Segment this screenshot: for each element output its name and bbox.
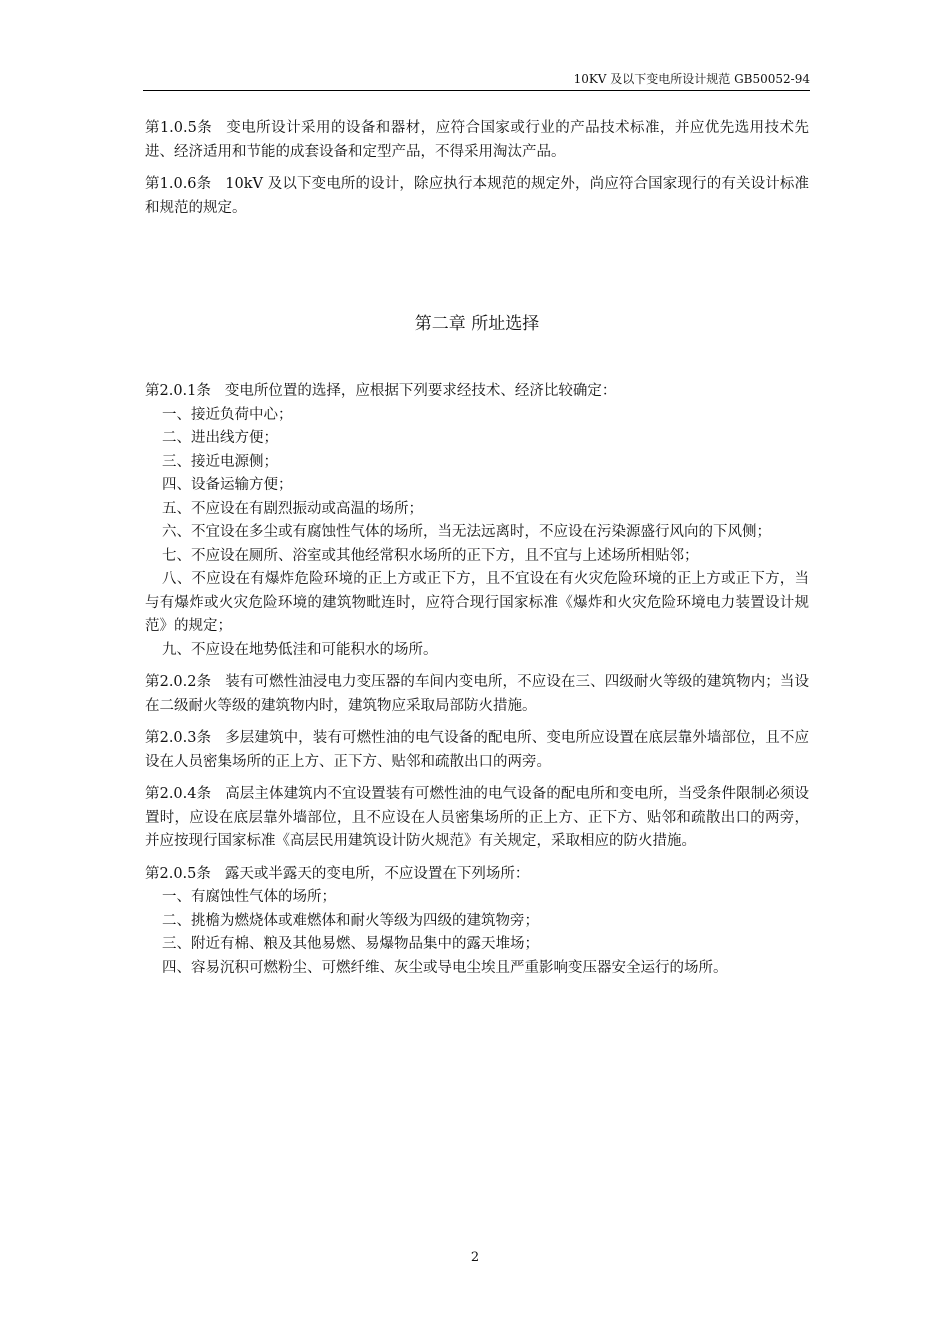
document-body	[145, 117, 809, 989]
list-item: 九、不应设在地势低洼和可能积水的场所。	[162, 641, 438, 658]
clause-2-0-2	[145, 671, 809, 718]
clause-text: 10kV 及以下变电所的设计，除应执行本规范的规定外，尚应符合国家现行的有关设计标准和规范的规定。	[145, 176, 809, 216]
list-item: 六、不宜设在多尘或有腐蚀性气体的场所，当无法远离时，不应设在污染源盛行风向的下风侧；	[162, 524, 771, 540]
list-item: 二、挑檐为燃烧体或难燃体和耐火等级为四级的建筑物旁；	[162, 912, 539, 929]
clause-number: 第1.0.5条	[145, 120, 213, 136]
clause-text: 高层主体建筑内不宜设置装有可燃性油的电气设备的配电所和变电所，当受条件限制必须设置时，应设在底层靠外墙部位，且不应设在人员密集场所的正上方、正下方、贴邻和疏散出口的两旁，并应按现行国家标准《高层民用建筑设计防火规范》有关规定，采取相应的防火措施。	[145, 786, 809, 849]
clause-number: 第2.0.4条	[145, 786, 212, 802]
list-item: 七、不应设在厕所、浴室或其他经常积水场所的正下方，且不宜与上述场所相贴邻；	[162, 547, 699, 564]
header-title: 10KV 及以下变电所设计规范 GB50052-94	[573, 72, 810, 86]
clause-2-0-4	[145, 783, 809, 854]
clause-number: 第2.0.3条	[145, 730, 212, 746]
clause-number: 第2.0.1条	[145, 383, 211, 399]
clause-text: 多层建筑中，装有可燃性油的电气设备的配电所、变电所应设置在底层靠外墙部位，且不应设在人员密集场所的正上方、正下方、贴邻和疏散出口的两旁。	[145, 730, 809, 770]
chapter-title: 第二章 所址选择	[414, 314, 540, 334]
clause-text: 露天或半露天的变电所，不应设置在下列场所：	[224, 865, 530, 882]
page-header	[143, 70, 810, 91]
clause-text: 变电所设计采用的设备和器材，应符合国家或行业的产品技术标准，并应优先选用技术先进、经济适用和节能的成套设备和定型产品，不得采用淘汰产品。	[145, 120, 809, 160]
clause-1-0-5	[145, 117, 809, 164]
list-item: 四、容易沉积可燃粉尘、可燃纤维、灰尘或导电尘埃且严重影响变压器安全运行的场所。	[162, 959, 728, 976]
list-item: 一、有腐蚀性气体的场所；	[162, 889, 336, 905]
clause-text: 变电所位置的选择，应根据下列要求经技术、经济比较确定：	[224, 383, 617, 399]
clause-number: 第2.0.5条	[145, 865, 211, 882]
clause-2-0-1	[145, 380, 809, 662]
clause-2-0-5	[145, 863, 809, 981]
clause-number: 第2.0.2条	[145, 674, 212, 690]
clause-1-0-6	[145, 173, 809, 220]
list-item: 一、接近负荷中心；	[162, 406, 293, 423]
page-number: 2	[470, 1250, 480, 1265]
clause-text: 装有可燃性油浸电力变压器的车间内变电所，不应设在三、四级耐火等级的建筑物内；当设在二级耐火等级的建筑物内时，建筑物应采取局部防火措施。	[145, 674, 809, 714]
list-item: 五、不应设在有剧烈振动或高温的场所；	[162, 500, 423, 517]
list-item: 三、附近有棉、粮及其他易燃、易爆物品集中的露天堆场；	[162, 936, 539, 952]
clause-intro	[145, 380, 809, 404]
clause-number: 第1.0.6条	[145, 176, 212, 192]
clause-intro	[145, 863, 809, 887]
list-item: 三、接近电源侧；	[162, 453, 278, 470]
list-item: 二、进出线方便；	[162, 430, 278, 446]
clause-2-0-3	[145, 727, 809, 774]
list-item: 八、不应设在有爆炸危险环境的正上方或正下方，且不宜设在有火灾危险环境的正上方或正下方，当与有爆炸或火灾危险环境的建筑物毗连时，应符合现行国家标准《爆炸和火灾危险环境电力装置设计规范》的规定；	[145, 571, 809, 634]
list-item: 四、设备运输方便；	[162, 477, 293, 493]
